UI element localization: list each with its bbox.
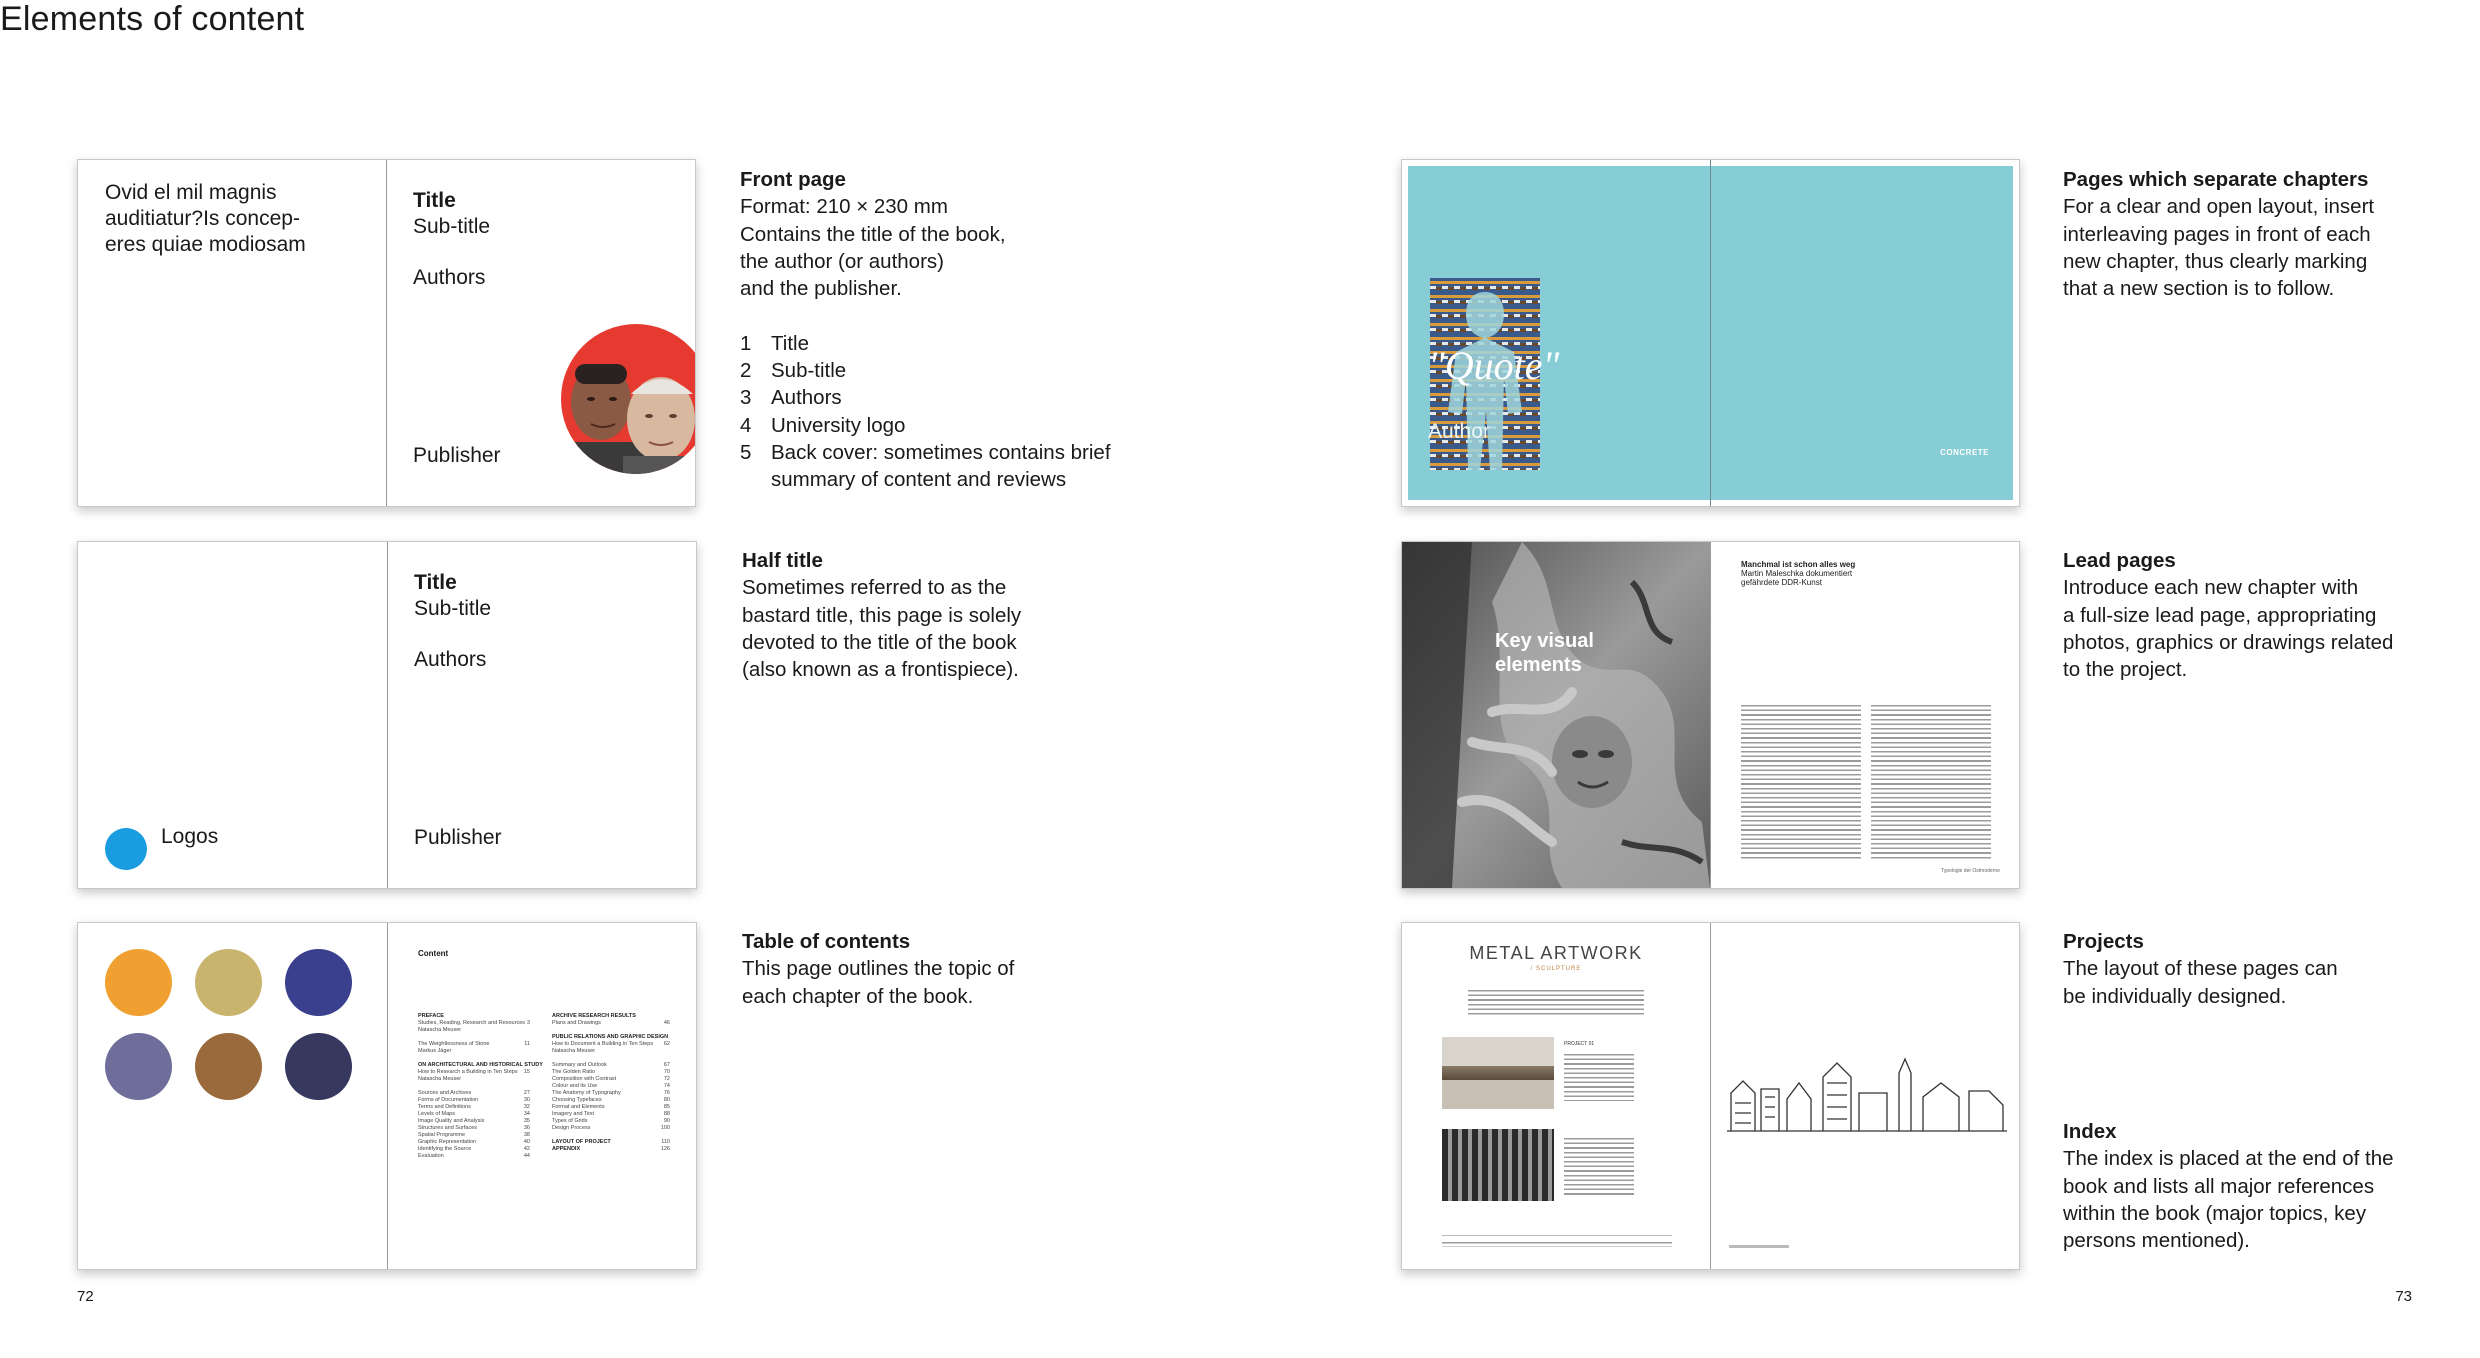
description-line: This page outlines the topic of [742,957,1015,981]
color-swatch [285,949,352,1016]
project-intro-text [1468,987,1644,1017]
project-footer-row [1442,1235,1672,1236]
color-swatch [285,1033,352,1100]
half-title-left-page [78,542,387,888]
overlay-line: Key visual [1495,630,1594,652]
project-detail-text [1564,1051,1634,1101]
description-line: to the project. [2063,658,2188,682]
back-cover-line: eres quiae modiosam [105,233,306,256]
toc-entry: Graphic Representation 40 [418,1139,530,1145]
project-photo [1442,1129,1554,1201]
toc-entry: The Anatomy of Typography 76 [552,1090,670,1096]
article-title-line: Martin Maleschka dokumentiert [1741,569,1853,578]
half-title-right-page [388,542,696,888]
article-title-line: gefährdete DDR-Kunst [1741,578,1822,587]
lead-article-page [1711,542,2019,888]
article-text-column [1871,702,1991,860]
back-cover-line: auditiatur?Is concep- [105,207,300,230]
article-title-line: Manchmal ist schon alles weg [1741,560,1856,569]
chapter-right-page [1711,160,2019,506]
overlay-line: elements [1495,654,1582,676]
description-heading: Table of contents [742,930,911,953]
cover-publisher: Publisher [413,444,501,467]
front-page-description [740,166,1131,494]
toc-entry: The Weightlessness of Stone 11 [418,1041,530,1047]
description-line: within the book (major topics, key [2063,1201,2367,1225]
toc-entry [418,1055,530,1062]
projects-description [2063,928,2338,1010]
description-heading: Lead pages [2063,549,2176,572]
toc-entry: PREFACE [418,1013,444,1019]
description-line: book and lists all major references [2063,1174,2375,1198]
toc-entry: Evaluation 44 [418,1153,530,1159]
description-line: The layout of these pages can [2063,957,2338,981]
toc-entry: Spatial Programme 38 [418,1132,530,1138]
toc-entry: Imagery and Text 88 [552,1111,670,1117]
toc-entry: Types of Grids 90 [552,1118,670,1124]
half-subtitle: Sub-title [414,597,492,620]
toc-entry [552,1055,670,1062]
description-heading: Pages which separate chapters [2063,168,2369,191]
chapter-tag: CONCRETE [1940,448,1989,457]
lead-photo-page [1402,542,1710,888]
chapter-quote: "Quote" [1428,343,1560,388]
description-line: Sometimes referred to as the [742,576,1007,600]
project-footer-text [1442,1239,1672,1247]
project-subtitle: / SCULPTURE [1530,966,1582,972]
toc-entry: Natascha Meuser [552,1048,596,1054]
toc-entry: Natascha Meuser [418,1076,462,1082]
description-heading: Front page [740,168,846,191]
page-number-left: 72 [77,1288,94,1305]
description-line: photos, graphics or drawings related [2063,630,2394,654]
article-footer: Typologie der Ostmoderne [1941,868,2000,874]
description-line: be individually designed. [2063,984,2287,1008]
toc-entry: Composition with Contrast 72 [552,1076,670,1082]
toc-description [742,928,1014,1010]
color-swatch [105,1033,172,1100]
toc-entry: Image Quality and Analysis 35 [418,1118,530,1124]
index-description [2063,1118,2394,1254]
toc-entry: Plans and Drawings 46 [552,1020,670,1026]
description-heading: Projects [2063,930,2144,953]
description-line: The index is placed at the end of the [2063,1147,2394,1171]
projects-spread [1401,922,2020,1270]
toc-entry: Choosing Typefaces 80 [552,1097,670,1103]
chapter-quote-author: Author [1428,420,1490,443]
cover-title: Title [413,189,456,212]
lead-page-spread [1401,541,2020,889]
toc-entry [552,1132,670,1139]
toc-entry: ARCHIVE RESEARCH RESULTS [552,1013,636,1019]
description-line: each chapter of the book. [742,984,974,1008]
toc-entry: APPENDIX 126 [552,1146,670,1152]
list-item: 2 Sub-title [740,359,847,383]
description-line: (also known as a frontispiece). [742,658,1019,682]
project-title: METAL ARTWORK [1469,943,1643,963]
lead-page-description [2063,547,2393,683]
toc-entry: The Golden Ratio 70 [552,1069,670,1075]
toc-right-page [388,923,696,1269]
description-line: that a new section is to follow. [2063,277,2335,301]
front-back-cover [78,160,386,506]
description-line: persons mentioned). [2063,1229,2250,1253]
article-title [1741,560,1855,587]
description-heading: Index [2063,1120,2117,1143]
description-line: a full-size lead page, appropriating [2063,603,2377,627]
project-right-page [1711,923,2019,1269]
toc-entry: Levels of Maps 34 [418,1111,530,1117]
description-heading: Half title [742,549,823,572]
toc-entry [418,1083,530,1090]
front-page-elements-list [740,330,1131,494]
toc-entry: Design Process 100 [552,1125,670,1131]
front-cover [387,160,695,506]
toc-column-2 [552,1013,670,1153]
color-swatch [195,949,262,1016]
page-heading: Elements of content [0,0,305,38]
toc-entry: Format and Elements 85 [552,1104,670,1110]
description-line: Introduce each new chapter with [2063,576,2359,600]
article-text-column [1741,702,1861,860]
list-item: 4 University logo [740,413,906,437]
half-title-spread [77,541,697,889]
cover-subtitle: Sub-title [413,215,491,238]
description-line: new chapter, thus clearly marking [2063,249,2368,273]
architecture-sketch-image [1727,1053,2007,1133]
description-line: the author (or authors) [740,249,944,273]
half-publisher: Publisher [414,826,502,849]
page-number-right: 73 [2395,1288,2412,1305]
logos-label: Logos [161,825,219,848]
stone-relief-photo [1402,542,1710,888]
lead-overlay-title [1495,629,1594,677]
cover-portrait-image [561,324,695,474]
chapter-left-page [1402,160,1710,506]
toc-entry [418,1034,530,1041]
description-line: Format: 210 × 230 mm [740,195,948,219]
back-cover-text [105,180,306,258]
toc-entry: Colour and its Use 74 [552,1083,670,1089]
toc-entry: Identifying the Source 42 [418,1146,530,1152]
list-item: 1 Title [740,331,809,355]
toc-entry: Studies, Reading, Research and Resources 3 [418,1020,530,1026]
project-label: PROJECT 01 [1564,1041,1595,1047]
toc-entry: Sources and Archives 27 [418,1090,530,1096]
university-logo [105,828,147,870]
description-line: bastard title, this page is solely [742,603,1022,627]
toc-spread [77,922,697,1270]
half-title-description [742,547,1021,683]
half-title: Title [414,571,457,594]
chapter-separator-spread [1401,159,2020,507]
project-photo [1442,1037,1554,1109]
description-line: and the publisher. [740,277,902,301]
color-swatch [195,1033,262,1100]
list-item: 5 Back cover: sometimes contains brief summary of content and reviews [740,440,1111,492]
list-item: 3 Authors [740,386,842,410]
description-line: For a clear and open layout, insert [2063,195,2375,219]
toc-heading: Content [418,949,449,958]
toc-entry [552,1027,670,1034]
toc-entry: Natascha Meuser [418,1027,462,1033]
toc-entry: ON ARCHITECTURAL AND HISTORICAL STUDY [418,1062,543,1068]
toc-entry: How to Research a Building in Ten Steps 15 [418,1069,530,1075]
toc-entry: Summary and Outlook 67 [552,1062,670,1068]
back-cover-line: Ovid el mil magnis [105,181,277,204]
front-page-spread [77,159,696,507]
toc-entry: Terms and Definitions 32 [418,1104,530,1110]
toc-entry: Markus Jäger [418,1048,452,1054]
toc-column-1 [418,1013,543,1160]
toc-entry: How to Document a Building in Ten Steps 62 [552,1041,670,1047]
project-left-page [1402,923,1710,1269]
chapter-separator-description [2063,166,2374,302]
cover-authors: Authors [413,266,486,289]
description-line: interleaving pages in front of each [2063,222,2371,246]
toc-entry: Forms of Documentation 30 [418,1097,530,1103]
sketch-caption [1729,1245,1789,1248]
description-line: Contains the title of the book, [740,222,1006,246]
description-line: devoted to the title of the book [742,630,1017,654]
project-detail-text [1564,1135,1634,1195]
toc-entry: PUBLIC RELATIONS AND GRAPHIC DESIGN [552,1034,669,1040]
toc-entry: LAYOUT OF PROJECT 110 [552,1139,670,1145]
half-authors: Authors [414,648,487,671]
color-swatch [105,949,172,1016]
toc-left-page [78,923,387,1269]
toc-entry: Structures and Surfaces 36 [418,1125,530,1131]
